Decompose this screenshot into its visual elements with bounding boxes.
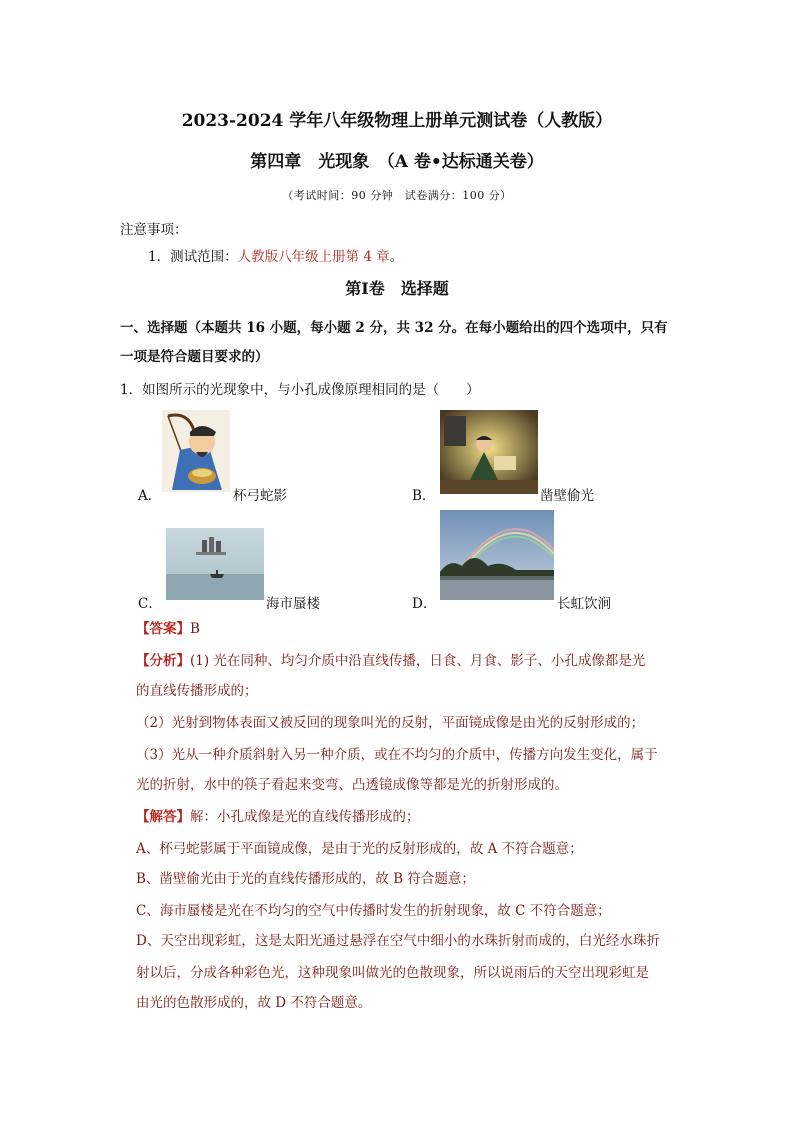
option-a-image <box>162 410 230 492</box>
solution-line-3: B、凿壁偷光由于光的直线传播形成的，故 B 符合题意； <box>136 871 475 887</box>
solution-line-1 <box>136 805 420 825</box>
analysis-line-4: （3）光从一种介质斜射入另一种介质，或在不均匀的介质中，传播方向发生变化，属于 <box>136 747 658 763</box>
section-title: 第Ⅰ卷 选择题 <box>345 279 449 298</box>
analysis-tag: 【分析】 <box>136 653 190 669</box>
notes-item-prefix: 1．测试范围： <box>148 249 238 265</box>
notes-heading: 注意事项： <box>120 222 188 238</box>
option-c-label: C． <box>138 596 162 612</box>
solution-first: 解：小孔成像是光的直线传播形成的； <box>190 809 420 825</box>
solution-line-7: 由光的色散形成的，故 D 不符合题意。 <box>136 995 372 1011</box>
notes-item-highlight: 人教版八年级上册第 4 章 <box>237 249 390 265</box>
question-stem: 1．如图所示的光现象中，与小孔成像原理相同的是（ ） <box>120 382 480 398</box>
analysis-text-1: (1) 光在同种、均匀介质中沿直线传播，日食、月食、影子、小孔成像都是光 <box>190 653 646 669</box>
answer-value: B <box>190 621 200 637</box>
analysis-line-1 <box>136 649 645 669</box>
part-heading-line2: 一项是符合题目要求的） <box>120 349 269 365</box>
solution-line-5: D、天空出现彩虹，这是太阳光通过悬浮在空气中细小的水珠折射而成的，白光经水珠折 <box>136 933 660 949</box>
solution-tag: 【解答】 <box>136 809 190 825</box>
option-c-image <box>166 528 264 600</box>
option-d-caption: 长虹饮涧 <box>557 596 611 612</box>
analysis-line-5: 光的折射，水中的筷子看起来变弯、凸透镜成像等都是光的折射形成的。 <box>136 777 568 793</box>
page-title: 2023-2024 学年八年级物理上册单元测试卷（人教版） <box>181 111 613 131</box>
answer-tag: 【答案】 <box>136 621 190 637</box>
analysis-line-3: （2）光射到物体表面又被反回的现象叫光的反射，平面镜成像是由光的反射形成的； <box>136 715 645 731</box>
option-b-image <box>440 410 538 494</box>
solution-line-4: C、海市蜃楼是光在不均匀的空气中传播时发生的折射现象，故 C 不符合题意； <box>136 903 611 919</box>
analysis-line-2: 的直线传播形成的； <box>136 683 258 699</box>
option-c-caption: 海市蜃楼 <box>266 596 320 612</box>
option-d-label: D． <box>412 596 437 612</box>
option-a-caption: 杯弓蛇影 <box>233 488 287 504</box>
solution-line-2: A、杯弓蛇影属于平面镜成像，是由于光的反射形成的，故 A 不符合题意； <box>136 841 583 857</box>
part-heading-line1: 一、选择题（本题共 16 小题，每小题 2 分，共 32 分。在每小题给出的四个选项中，只有 <box>120 320 668 336</box>
option-d-image <box>440 510 554 600</box>
exam-meta: （考试时间：90 分钟 试卷满分：100 分） <box>282 189 512 202</box>
answer-line <box>136 617 200 637</box>
notes-item-suffix: 。 <box>389 249 404 265</box>
option-a-label: A． <box>138 488 162 504</box>
notes-item <box>148 245 403 265</box>
option-b-caption: 凿壁偷光 <box>540 488 594 504</box>
solution-line-6: 射以后，分成各种彩色光，这种现象叫做光的色散现象，所以说雨后的天空出现彩虹是 <box>136 965 649 981</box>
chapter-subtitle: 第四章 光现象 （A 卷•达标通关卷） <box>250 152 544 172</box>
option-b-label: B． <box>412 488 436 504</box>
